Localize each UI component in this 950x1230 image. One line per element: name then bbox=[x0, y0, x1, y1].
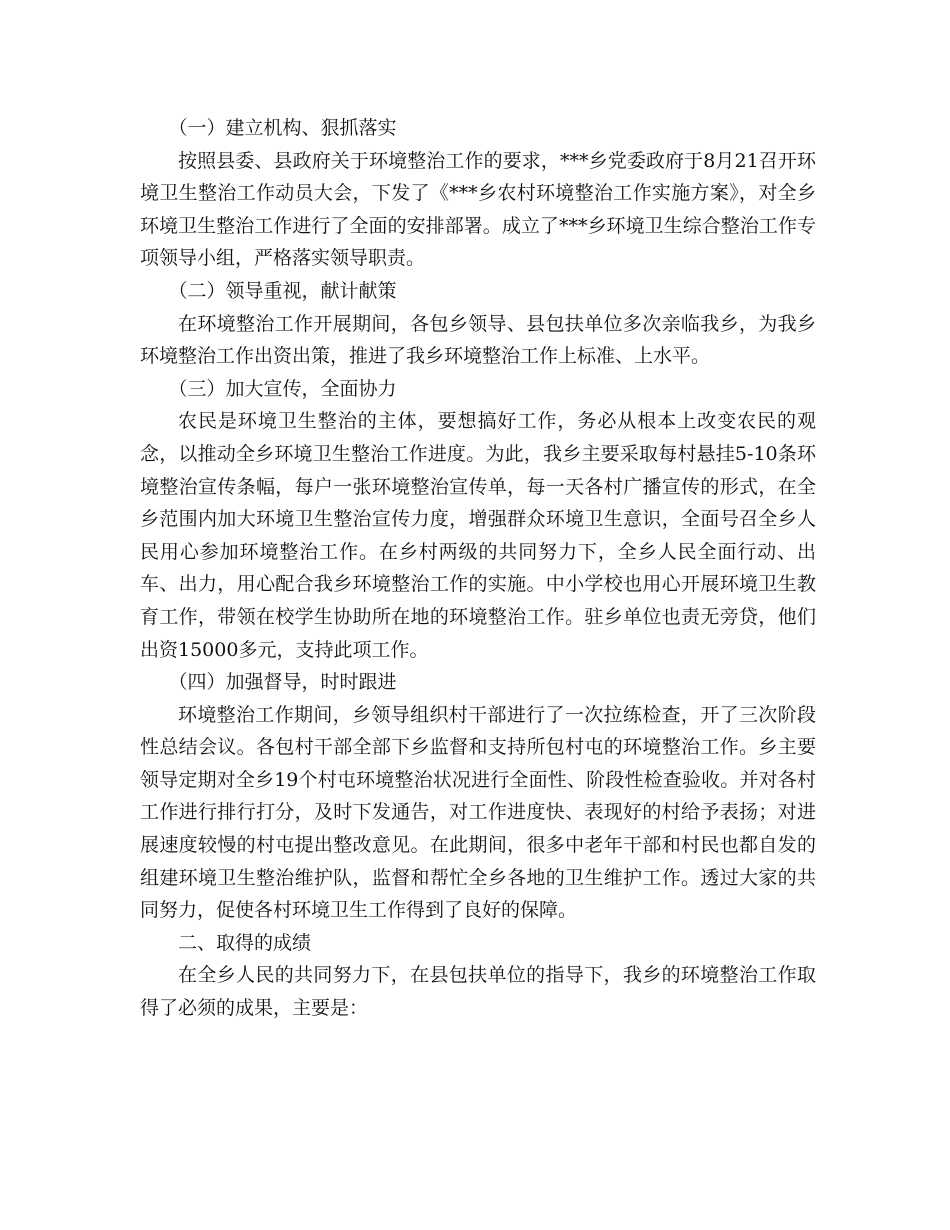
section-heading-1: （一）建立机构、狠抓落实 bbox=[168, 117, 397, 139]
chapter-heading-achievements: 二、取得的成绩 bbox=[178, 931, 312, 954]
paragraph-1: 按照县委、县政府关于环境整治工作的要求，***乡党委政府于8月21召开环境卫生整治工作动员大会，下发了《***乡农村环境整治工作实施方案》，对全乡环境卫生整治工作进行了全面的安排部署。成立了***乡环境卫生综合整治工作专项领导小组，严格落实领导职责。 bbox=[140, 149, 816, 270]
document-page bbox=[140, 112, 816, 1025]
paragraph-5: 在全乡人民的共同努力下，在县包扶单位的指导下，我乡的环境整治工作取得了必须的成果，主要是： bbox=[140, 964, 816, 1020]
paragraph-4: 环境整治工作期间，乡领导组织村干部进行了一次拉练检查，开了三次阶段性总结会议。各包村干部全部下乡监督和支持所包村屯的环境整治工作。乡主要领导定期对全乡19个村屯环境整治状况进行全面性、阶段性检查验收。并对各村工作进行排行打分，及时下发通告，对工作进度快、表现好的村给予表扬；对进展速度较慢的村屯提出整改意见。在此期间，很多中老年干部和村民也都自发的组建环境卫生整治维护队，监督和帮忙全乡各地的卫生维护工作。透过大家的共同努力，促使各村环境卫生工作得到了良好的保障。 bbox=[140, 703, 816, 922]
section-heading-4: （四）加强督导，时时跟进 bbox=[168, 671, 397, 694]
paragraph-2: 在环境整治工作开展期间，各包乡领导、县包扶单位多次亲临我乡，为我乡环境整治工作出资出策，推进了我乡环境整治工作上标准、上水平。 bbox=[140, 312, 816, 368]
section-heading-2: （二）领导重视，献计献策 bbox=[168, 279, 397, 302]
section-heading-3: （三）加大宣传，全面协力 bbox=[168, 377, 397, 400]
paragraph-3: 农民是环境卫生整治的主体，要想搞好工作，务必从根本上改变农民的观念，以推动全乡环境卫生整治工作进度。为此，我乡主要采取每村悬挂5-10条环境整治宣传条幅，每户一张环境整治宣传单，每一天各村广播宣传的形式，在全乡范围内加大环境卫生整治宣传力度，增强群众环境卫生意识，全面号召全乡人民用心参加环境整治工作。在乡村两级的共同努力下，全乡人民全面行动、出车、出力，用心配合我乡环境整治工作的实施。中小学校也用心开展环境卫生教育工作，带领在校学生协助所在地的环境整治工作。驻乡单位也责无旁贷，他们出资15000多元，支持此项工作。 bbox=[140, 410, 816, 661]
